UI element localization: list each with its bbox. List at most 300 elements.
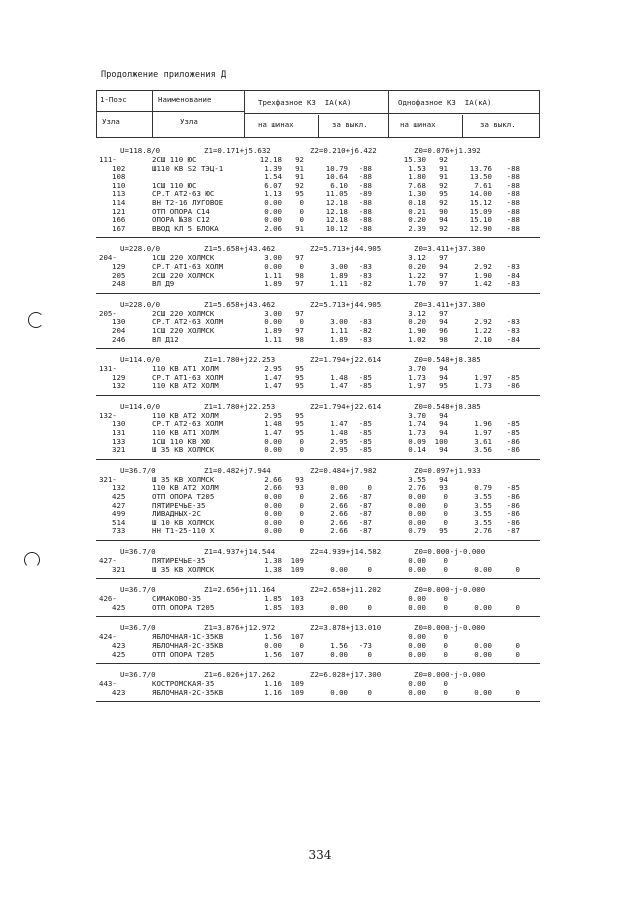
single-phase-breaker-current: 2.92 [474,317,492,327]
single-phase-breaker-angle: -88 [506,223,520,233]
three-phase-bus-angle: 0 [299,261,304,271]
single-phase-breaker-angle: -86 [506,517,520,527]
node-number: 133 [112,436,126,446]
three-phase-bus-current: 0.00 [264,261,282,271]
single-phase-breaker-current: 15.10 [469,215,492,225]
three-phase-bus-current: 0.00 [264,517,282,527]
three-phase-bus-angle: 0 [299,206,304,216]
single-phase-breaker-angle: -88 [506,206,520,216]
punch-hole-mark-bottom [24,552,40,568]
three-phase-breaker-current: 12.18 [325,197,348,207]
single-phase-breaker-angle: -87 [506,526,520,536]
single-phase-bus-angle: 97 [439,308,448,318]
z1-label: Z1=0.482+j7.944 [204,465,271,475]
node-name: ВЛ Д12 [152,334,179,344]
single-phase-breaker-angle: -83 [506,261,520,271]
three-phase-bus-current: 1.39 [264,163,282,173]
node-name: 1СШ 110 КВ ХЮ [152,436,210,446]
single-phase-breaker-angle: -86 [506,509,520,519]
node-name: Ш 35 КВ ХОЛМСК [152,445,215,455]
three-phase-breaker-current: 10.12 [325,223,348,233]
single-phase-breaker-current: 1.42 [474,279,492,289]
single-phase-bus-angle: 97 [439,253,448,263]
three-phase-bus-current: 1.38 [264,556,282,565]
node-name: ОПОРА №38 С12 [152,215,210,225]
three-phase-bus-angle: 103 [290,594,304,604]
single-phase-breaker-angle: -85 [506,372,520,382]
three-phase-breaker-angle: -85 [358,436,372,446]
single-phase-bus-current: 0.00 [408,594,426,604]
single-phase-breaker-current: 1.90 [474,270,492,280]
single-phase-breaker-current: 3.56 [474,445,492,455]
three-phase-bus-current: 1.85 [264,602,282,612]
three-phase-breaker-current: 2.66 [330,517,348,527]
single-phase-breaker-angle: -86 [506,436,520,446]
single-phase-breaker-current: 7.61 [474,180,492,190]
single-phase-breaker-current: 2.10 [474,334,492,344]
single-phase-bus-current: 0.00 [408,640,426,650]
single-phase-bus-current: 1.70 [408,279,426,289]
three-phase-breaker-current: 2.66 [330,492,348,502]
header-1ph-bus: на шинах [400,120,436,129]
node-name: ОТП ОПОРА С14 [152,206,210,216]
three-phase-bus-current: 0.00 [264,215,282,225]
header-node-label: 1-Поэс [100,95,127,104]
single-phase-breaker-angle: -83 [506,317,520,327]
single-phase-bus-current: 0.20 [408,215,426,225]
z2-label: Z2=0.210+j6.422 [310,146,377,155]
three-phase-breaker-angle: 0 [367,602,372,612]
three-phase-bus-angle: 103 [290,602,304,612]
node-name: ОТП ОПОРА Т205 [152,649,215,659]
three-phase-bus-angle: 97 [295,308,304,318]
single-phase-breaker-current: 1.97 [474,428,492,438]
single-phase-bus-current: 3.12 [408,253,426,263]
three-phase-breaker-angle: 0 [367,649,372,659]
three-phase-bus-angle: 98 [295,270,304,280]
node-number: 426- [99,594,117,604]
three-phase-bus-angle: 92 [295,155,304,164]
three-phase-breaker-current: 1.89 [330,270,348,280]
three-phase-breaker-current: 12.18 [325,206,348,216]
single-phase-breaker-current: 3.55 [474,500,492,510]
three-phase-breaker-angle: 0 [367,687,372,697]
z0-label: Z0=0.548+j8.385 [414,355,481,365]
single-phase-bus-angle: 95 [439,189,448,199]
three-phase-bus-angle: 93 [295,474,304,484]
single-phase-breaker-angle: -88 [506,163,520,173]
single-phase-breaker-angle: -88 [506,189,520,199]
three-phase-bus-angle: 0 [299,436,304,446]
three-phase-bus-current: 1.54 [264,172,282,182]
single-phase-bus-current: 1.22 [408,270,426,280]
single-phase-bus-current: 3.70 [408,410,426,420]
three-phase-bus-angle: 97 [295,253,304,263]
three-phase-bus-angle: 91 [295,223,304,233]
three-phase-bus-current: 1.16 [264,679,282,689]
node-number: 205- [99,308,117,318]
three-phase-breaker-angle: -88 [358,180,372,190]
three-phase-breaker-angle: -82 [358,325,372,335]
single-phase-breaker-angle: -83 [506,325,520,335]
three-phase-bus-current: 1.47 [264,381,282,391]
single-phase-bus-current: 3.70 [408,364,426,374]
z1-label: Z1=1.780+j22.253 [204,401,276,411]
z1-label: Z1=2.656+j11.164 [204,585,276,595]
single-phase-bus-angle: 94 [439,261,448,271]
z1-label: Z1=3.876+j12.972 [204,623,276,633]
node-block [96,464,540,541]
three-phase-breaker-current: 2.66 [330,526,348,536]
short-circuit-report [96,90,540,702]
three-phase-breaker-current: 2.66 [330,500,348,510]
single-phase-bus-angle: 0 [443,687,448,697]
node-name: 2СШ 220 ХОЛМСК [152,270,215,280]
single-phase-breaker-current: 14.00 [469,189,492,199]
three-phase-breaker-angle: -87 [358,526,372,536]
three-phase-breaker-angle: -85 [358,419,372,429]
node-number: 113 [112,189,126,199]
voltage-label: U=36.7/0 [120,465,156,475]
voltage-label: U=228.0/0 [120,299,161,309]
three-phase-breaker-angle: 0 [367,564,372,574]
node-number: 443- [99,679,117,689]
single-phase-breaker-angle: -85 [506,428,520,438]
z1-label: Z1=0.171+j5.632 [204,146,271,155]
three-phase-breaker-current: 0.00 [330,649,348,659]
single-phase-bus-current: 0.00 [408,500,426,510]
three-phase-bus-angle: 98 [295,334,304,344]
three-phase-bus-angle: 0 [299,215,304,225]
single-phase-bus-angle: 93 [439,483,448,493]
node-name: ОТП ОПОРА Т205 [152,602,215,612]
single-phase-bus-current: 1.90 [408,325,426,335]
single-phase-bus-current: 0.00 [408,517,426,527]
node-name: ЛИВАДНЫХ-2С [152,509,201,519]
single-phase-breaker-angle: 0 [515,602,520,612]
single-phase-breaker-current: 12.90 [469,223,492,233]
three-phase-bus-current: 1.89 [264,325,282,335]
node-number: 425 [112,602,126,612]
table-row [96,604,540,613]
single-phase-breaker-current: 3.55 [474,517,492,527]
single-phase-breaker-current: 2.92 [474,261,492,271]
single-phase-bus-angle: 94 [439,419,448,429]
three-phase-bus-current: 2.66 [264,483,282,493]
three-phase-breaker-angle: -85 [358,372,372,382]
node-number: 111- [99,155,117,164]
three-phase-breaker-angle: -83 [358,261,372,271]
node-number: 132 [112,381,126,391]
node-block [96,353,540,396]
node-block [96,298,540,349]
voltage-label: U=36.7/0 [120,670,156,680]
single-phase-bus-angle: 0 [443,632,448,642]
three-phase-bus-current: 0.00 [264,509,282,519]
node-name: 110 КВ АТ1 ХОЛМ [152,428,219,438]
z0-label: Z0=0.076+j1.392 [414,146,481,155]
node-name: ОТП ОПОРА Т205 [152,492,215,502]
table-row [96,527,540,536]
node-number: 130 [112,419,126,429]
node-name: 2СШ 110 ЮС [152,155,197,164]
three-phase-bus-angle: 0 [299,509,304,519]
single-phase-breaker-current: 15.12 [469,197,492,207]
table-row [96,225,540,234]
single-phase-breaker-angle: -86 [506,445,520,455]
single-phase-bus-angle: 91 [439,163,448,173]
z1-label: Z1=1.780+j22.253 [204,355,276,365]
single-phase-bus-angle: 0 [443,517,448,527]
single-phase-bus-angle: 92 [439,155,448,164]
node-name: 1СШ 110 ЮС [152,180,197,190]
single-phase-breaker-angle: 0 [515,640,520,650]
node-number: 427 [112,500,126,510]
single-phase-bus-current: 1.73 [408,428,426,438]
result-blocks [96,144,540,702]
node-number: 499 [112,509,126,519]
node-name: ВВОД КЛ 5 БЛОКА [152,223,219,233]
single-phase-bus-angle: 94 [439,410,448,420]
node-number: 132- [99,410,117,420]
three-phase-bus-angle: 93 [295,483,304,493]
table-row [96,446,540,455]
node-name: НН Т1-25-110 Х [152,526,215,536]
node-name: ВН Т2-16 ЛУГОВОЕ [152,197,224,207]
three-phase-breaker-current: 2.95 [330,436,348,446]
three-phase-breaker-angle: -87 [358,500,372,510]
single-phase-bus-current: 0.20 [408,317,426,327]
single-phase-bus-current: 1.97 [408,381,426,391]
three-phase-breaker-current: 1.11 [330,279,348,289]
three-phase-breaker-current: 1.48 [330,372,348,382]
node-name: СР.Т АТ1-63 ХОЛМ [152,261,224,271]
three-phase-bus-angle: 97 [295,279,304,289]
single-phase-breaker-current: 0.00 [474,564,492,574]
single-phase-breaker-current: 1.96 [474,419,492,429]
three-phase-breaker-angle: -83 [358,270,372,280]
single-phase-breaker-current: 1.73 [474,381,492,391]
header-3ph-breaker: за выкл. [332,120,368,129]
single-phase-bus-angle: 94 [439,215,448,225]
node-number: 425 [112,492,126,502]
single-phase-breaker-current: 1.22 [474,325,492,335]
node-name: Ш 10 КВ ХОЛМСК [152,517,215,527]
three-phase-breaker-current: 1.11 [330,325,348,335]
node-name: ЯБЛОЧНАЯ-2С-35КВ [152,640,224,650]
three-phase-bus-angle: 109 [290,679,304,689]
page-number: 334 [308,848,332,862]
node-name: 110 КВ АТ2 ХОЛМ [152,410,219,420]
node-number: 129 [112,261,126,271]
three-phase-breaker-angle: -87 [358,509,372,519]
header-single-phase: Однофазное КЗ IА(кА) [398,98,492,107]
single-phase-bus-current: 1.73 [408,372,426,382]
three-phase-bus-angle: 95 [295,410,304,420]
three-phase-breaker-current: 2.66 [330,509,348,519]
three-phase-breaker-angle: -87 [358,492,372,502]
node-block [96,545,540,579]
three-phase-breaker-current: 3.00 [330,317,348,327]
node-block [96,144,540,238]
header-three-phase: Трехфазное КЗ IА(кА) [258,98,352,107]
node-number: 129 [112,372,126,382]
z1-label: Z1=6.026+j17.262 [204,670,276,680]
z2-label: Z2=5.713+j44.905 [310,299,382,309]
single-phase-breaker-angle: -85 [506,483,520,493]
single-phase-breaker-angle: -86 [506,381,520,391]
three-phase-bus-angle: 95 [295,372,304,382]
node-block [96,583,540,617]
three-phase-breaker-angle: -73 [358,640,372,650]
single-phase-bus-angle: 90 [439,206,448,216]
single-phase-bus-current: 0.09 [408,436,426,446]
three-phase-bus-angle: 0 [299,526,304,536]
single-phase-breaker-current: 0.00 [474,602,492,612]
three-phase-breaker-current: 2.95 [330,445,348,455]
node-number: 248 [112,279,126,289]
single-phase-bus-current: 0.00 [408,649,426,659]
three-phase-bus-current: 12.18 [259,155,282,164]
single-phase-bus-current: 2.39 [408,223,426,233]
three-phase-breaker-angle: -88 [358,163,372,173]
single-phase-bus-angle: 0 [443,492,448,502]
single-phase-bus-angle: 0 [443,509,448,519]
three-phase-breaker-angle: -89 [358,189,372,199]
z2-label: Z2=0.484+j7.982 [310,465,377,475]
three-phase-bus-angle: 0 [299,445,304,455]
z2-label: Z2=6.028+j17.300 [310,670,382,680]
single-phase-breaker-current: 3.55 [474,509,492,519]
z0-label: Z0=0.000-j-0.000 [414,670,486,680]
three-phase-bus-angle: 107 [290,649,304,659]
table-row [96,382,540,391]
node-number: 121 [112,206,126,216]
single-phase-bus-angle: 98 [439,334,448,344]
three-phase-bus-angle: 95 [295,189,304,199]
table-row [96,336,540,345]
node-block [96,668,540,702]
single-phase-breaker-angle: -88 [506,197,520,207]
single-phase-bus-angle: 97 [439,270,448,280]
single-phase-bus-angle: 0 [443,594,448,604]
three-phase-bus-current: 2.95 [264,364,282,374]
three-phase-bus-current: 0.00 [264,640,282,650]
three-phase-bus-current: 1.38 [264,564,282,574]
single-phase-bus-angle: 96 [439,325,448,335]
single-phase-bus-current: 0.00 [408,679,426,689]
three-phase-bus-current: 2.06 [264,223,282,233]
three-phase-bus-current: 2.95 [264,410,282,420]
three-phase-breaker-angle: -88 [358,197,372,207]
three-phase-bus-angle: 109 [290,687,304,697]
single-phase-breaker-current: 3.55 [474,492,492,502]
three-phase-breaker-current: 1.48 [330,428,348,438]
three-phase-bus-angle: 91 [295,163,304,173]
single-phase-breaker-angle: 0 [515,564,520,574]
node-number: 205 [112,270,126,280]
three-phase-breaker-current: 1.56 [330,640,348,650]
three-phase-bus-current: 0.00 [264,436,282,446]
single-phase-bus-angle: 94 [439,474,448,484]
single-phase-breaker-current: 13.76 [469,163,492,173]
single-phase-bus-angle: 94 [439,364,448,374]
three-phase-breaker-current: 11.05 [325,189,348,199]
three-phase-breaker-current: 12.18 [325,215,348,225]
node-number: 110 [112,180,126,190]
three-phase-bus-angle: 95 [295,428,304,438]
single-phase-bus-current: 0.00 [408,632,426,642]
three-phase-bus-angle: 92 [295,180,304,190]
three-phase-breaker-angle: -82 [358,279,372,289]
node-number: 427- [99,556,117,565]
single-phase-bus-current: 15.30 [403,155,426,164]
three-phase-breaker-angle: -87 [358,517,372,527]
three-phase-bus-current: 3.00 [264,253,282,263]
z0-label: Z0=0.000-j-0.000 [414,585,486,595]
z2-label: Z2=1.794+j22.614 [310,355,382,365]
table-row [96,280,540,289]
node-block [96,242,540,293]
three-phase-breaker-current: 10.64 [325,172,348,182]
single-phase-bus-angle: 91 [439,172,448,182]
three-phase-bus-angle: 0 [299,492,304,502]
node-name: 110 КВ АТ1 ХОЛМ [152,364,219,374]
three-phase-breaker-angle: -83 [358,334,372,344]
single-phase-breaker-angle: -84 [506,334,520,344]
three-phase-bus-current: 0.00 [264,206,282,216]
single-phase-bus-current: 0.00 [408,492,426,502]
single-phase-bus-angle: 92 [439,197,448,207]
node-number: 167 [112,223,126,233]
node-name: 1СШ 220 ХОЛМСК [152,325,215,335]
three-phase-bus-current: 1.89 [264,279,282,289]
node-number: 204- [99,253,117,263]
single-phase-bus-angle: 94 [439,317,448,327]
three-phase-bus-angle: 97 [295,325,304,335]
three-phase-bus-current: 1.85 [264,594,282,604]
single-phase-bus-angle: 100 [434,436,448,446]
single-phase-bus-current: 1.74 [408,419,426,429]
single-phase-bus-current: 0.00 [408,556,426,565]
three-phase-bus-current: 3.00 [264,308,282,318]
voltage-label: U=114.0/0 [120,355,161,365]
single-phase-bus-current: 0.14 [408,445,426,455]
single-phase-breaker-angle: -84 [506,270,520,280]
single-phase-bus-angle: 92 [439,180,448,190]
z0-label: Z0=3.411+j37.380 [414,299,486,309]
single-phase-bus-angle: 94 [439,445,448,455]
single-phase-bus-current: 0.79 [408,526,426,536]
single-phase-breaker-current: 0.00 [474,649,492,659]
three-phase-bus-current: 0.00 [264,317,282,327]
node-number: 102 [112,163,126,173]
single-phase-breaker-angle: -85 [506,419,520,429]
node-name: КОСТРОМСКАЯ-35 [152,679,215,689]
three-phase-bus-current: 1.56 [264,632,282,642]
node-number: 321 [112,445,126,455]
three-phase-bus-current: 0.00 [264,526,282,536]
single-phase-bus-angle: 0 [443,564,448,574]
single-phase-bus-current: 1.53 [408,163,426,173]
three-phase-breaker-angle: -88 [358,206,372,216]
three-phase-breaker-current: 1.89 [330,334,348,344]
voltage-label: U=36.7/0 [120,585,156,595]
single-phase-breaker-current: 0.00 [474,640,492,650]
single-phase-bus-current: 1.02 [408,334,426,344]
z2-label: Z2=3.878+j13.010 [310,623,382,633]
three-phase-bus-angle: 107 [290,632,304,642]
